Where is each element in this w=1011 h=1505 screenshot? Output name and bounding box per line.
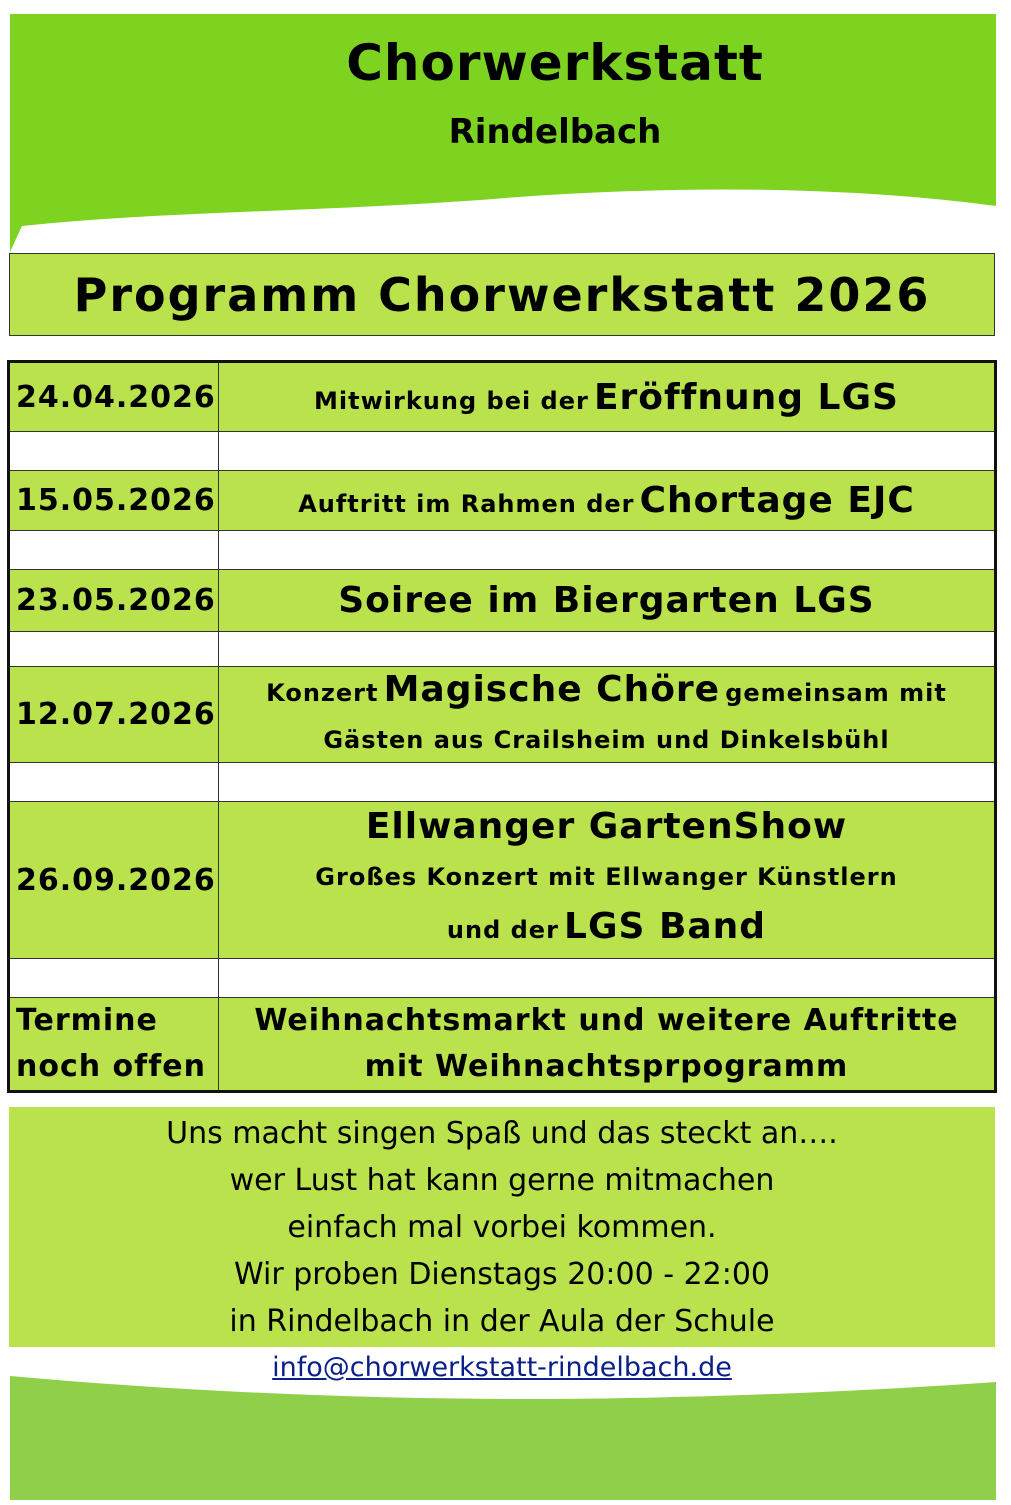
table-row [9,802,996,959]
event-highlight: Soiree im Biergarten LGS [338,580,875,621]
event-date [9,998,219,1092]
invitation-line: Wir proben Dienstags 20:00 - 22:00 [233,1256,771,1292]
table-row [9,362,996,432]
event-description [219,802,996,959]
event-description [219,471,996,531]
event-text: Mitwirkung bei der [314,386,589,415]
event-description [219,362,996,432]
schedule-table [7,360,997,1093]
event-date: 26.09.2026 [9,802,219,959]
event-highlight: Ellwanger GartenShow [365,806,848,847]
spacer-row [9,531,996,570]
event-description [219,998,996,1092]
email-link[interactable]: info@chorwerkstatt-rindelbach.de [272,1352,732,1383]
event-text: Großes Konzert mit Ellwanger Künstlern [315,863,898,891]
invitation-box [9,1107,995,1347]
event-text: und der [446,916,559,944]
invitation-line: einfach mal vorbei kommen. [287,1209,717,1245]
event-highlight: Eröffnung LGS [593,376,899,418]
event-description [219,667,996,763]
event-highlight: Chortage EJC [639,480,915,521]
event-text: mit Weihnachtsprpogramm [364,1049,849,1084]
event-text: gemeinsam mit [725,678,947,707]
spacer-row [9,959,996,998]
invitation-line: wer Lust hat kann gerne mitmachen [229,1162,775,1198]
invitation-line: in Rindelbach in der Aula der Schule [229,1303,775,1339]
org-title: Chorwerkstatt [346,34,764,92]
org-subtitle: Rindelbach [448,112,662,152]
spacer-row [9,763,996,802]
table-row [9,667,996,763]
event-text: Konzert [266,678,379,707]
event-date: 15.05.2026 [9,471,219,531]
table-row [9,570,996,632]
table-row [9,471,996,531]
invitation-line: Uns macht singen Spaß und das steckt an…. [166,1115,838,1151]
event-highlight: Magische Chöre [383,668,721,710]
spacer-row [9,632,996,667]
footer-banner [10,1376,996,1500]
event-date-line: noch offen [16,1049,206,1084]
event-date: 12.07.2026 [9,667,219,763]
event-date: 24.04.2026 [9,362,219,432]
event-date-line: Termine [16,1003,158,1038]
event-text: Auftritt im Rahmen der [298,490,635,518]
event-text: Weihnachtsmarkt und weitere Auftritte [254,1003,959,1038]
table-row [9,998,996,1092]
event-highlight: LGS Band [564,906,767,947]
program-title: Programm Chorwerkstatt 2026 [9,253,995,336]
event-description [219,570,996,632]
event-text: Gästen aus Crailsheim und Dinkelsbühl [323,725,890,754]
spacer-row [9,432,996,471]
event-date: 23.05.2026 [9,570,219,632]
